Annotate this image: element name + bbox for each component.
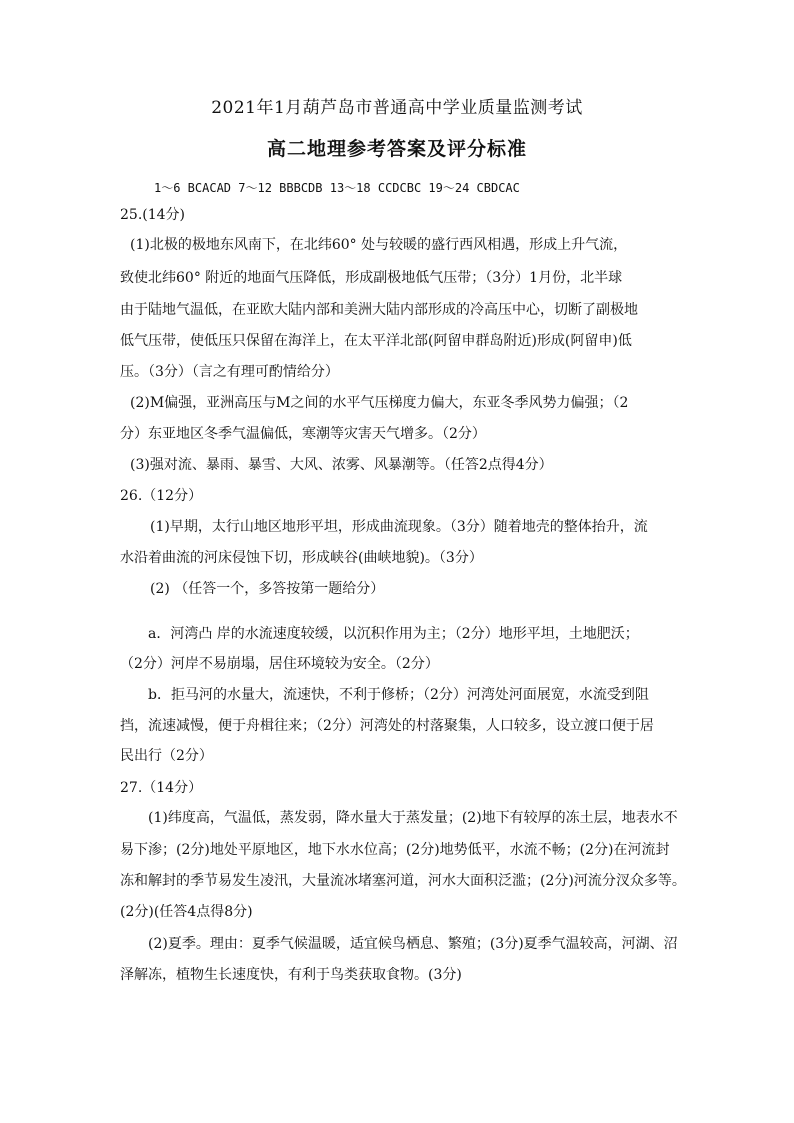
exam-title: 2021年1月葫芦岛市普通高中学业质量监测考试 [211, 98, 583, 118]
q26-option-a-line1: a．河湾凸 岸的水流速度较缓，以沉积作用为主；（2分）地形平坦，土地肥沃； [148, 626, 639, 642]
q25-part1-line2: 致使北纬60° 附近的地面气压降低，形成副极地低气压带；（3分）1月份，北半球 [120, 270, 623, 286]
q27-part1-line1: (1)纬度高，气温低，蒸发弱，降水量大于蒸发量；(2)地下有较厚的冻土层，地表水不 [148, 810, 678, 826]
q25-part2-line2: 分）东亚地区冬季气温偏低，寒潮等灾害天气增多。（2分） [120, 426, 486, 442]
q26-option-b-line2: 挡，流速减慢，便于舟楫往来；（2分）河湾处的村落聚集，人口较多，设立渡口便于居 [120, 718, 654, 734]
answer-key-title: 高二地理参考答案及评分标准 [266, 138, 527, 160]
question-26-heading: 26.（12分） [120, 488, 203, 504]
q25-part2-line1: (2)M偏强，亚洲高压与M之间的水平气压梯度力偏大，东亚冬季风势力偏强；（2 [130, 395, 629, 411]
q25-part1-line5: 压。（3分）（言之有理可酌情给分） [120, 364, 339, 380]
q27-part1-line3: 冻和解封的季节易发生凌汛，大量流冰堵塞河道，河水大面积泛滥；(2分)河流分汊众多等。 [120, 873, 686, 889]
q27-part1-line2: 易下渗；(2分)地处平原地区，地下水水位高；(2分)地势低平，水流不畅；(2分)在河流封 [120, 842, 670, 858]
q25-part1-line3: 由于陆地气温低，在亚欧大陆内部和美洲大陆内部形成的冷高压中心，切断了副极地 [120, 302, 638, 318]
q27-part2-line2: 泽解冻，植物生长速度快，有利于鸟类获取食物。(3分) [120, 967, 462, 983]
q25-part3-line1: (3)强对流、暴雨、暴雪、大风、浓雾、风暴潮等。（任答2点得4分） [130, 457, 553, 473]
q27-part1-line4: (2分)(任答4点得8分) [120, 904, 253, 920]
multiple-choice-answers: 1～6 BCACAD 7～12 BBBCDB 13～18 CCDCBC 19～24 CBDCAC [154, 181, 520, 195]
question-25-heading: 25.(14分) [120, 207, 186, 223]
q27-part2-line1: (2)夏季。理由：夏季气候温暖，适宜候鸟栖息、繁殖；(3分)夏季气温较高，河湖、沼 [148, 936, 678, 952]
q25-part1-line1: (1)北极的极地东风南下，在北纬60° 处与较暖的盛行西风相遇，形成上升气流， [130, 237, 628, 253]
q26-part1-line1: (1)早期，太行山地区地形平坦，形成曲流现象。（3分）随着地壳的整体抬升，流 [150, 519, 648, 535]
q26-part1-line2: 水沿着曲流的河床侵蚀下切，形成峡谷(曲峡地貌)。（3分） [120, 550, 483, 566]
q26-option-b-line1: b．拒马河的水量大，流速快，不利于修桥；（2分）河湾处河面展宽，水流受到阻 [148, 687, 649, 703]
q25-part1-line4: 低气压带，使低压只保留在海洋上，在太平洋北部(阿留申群岛附近)形成(阿留申)低 [120, 333, 632, 349]
q26-option-a-line2: （2分）河岸不易崩塌，居住环境较为安全。（2分） [120, 656, 439, 672]
q26-option-b-line3: 民出行（2分） [120, 748, 213, 764]
q26-part2-note: (2) （任答一个，多答按第一题给分） [150, 581, 385, 597]
question-27-heading: 27.（14分） [120, 780, 203, 796]
